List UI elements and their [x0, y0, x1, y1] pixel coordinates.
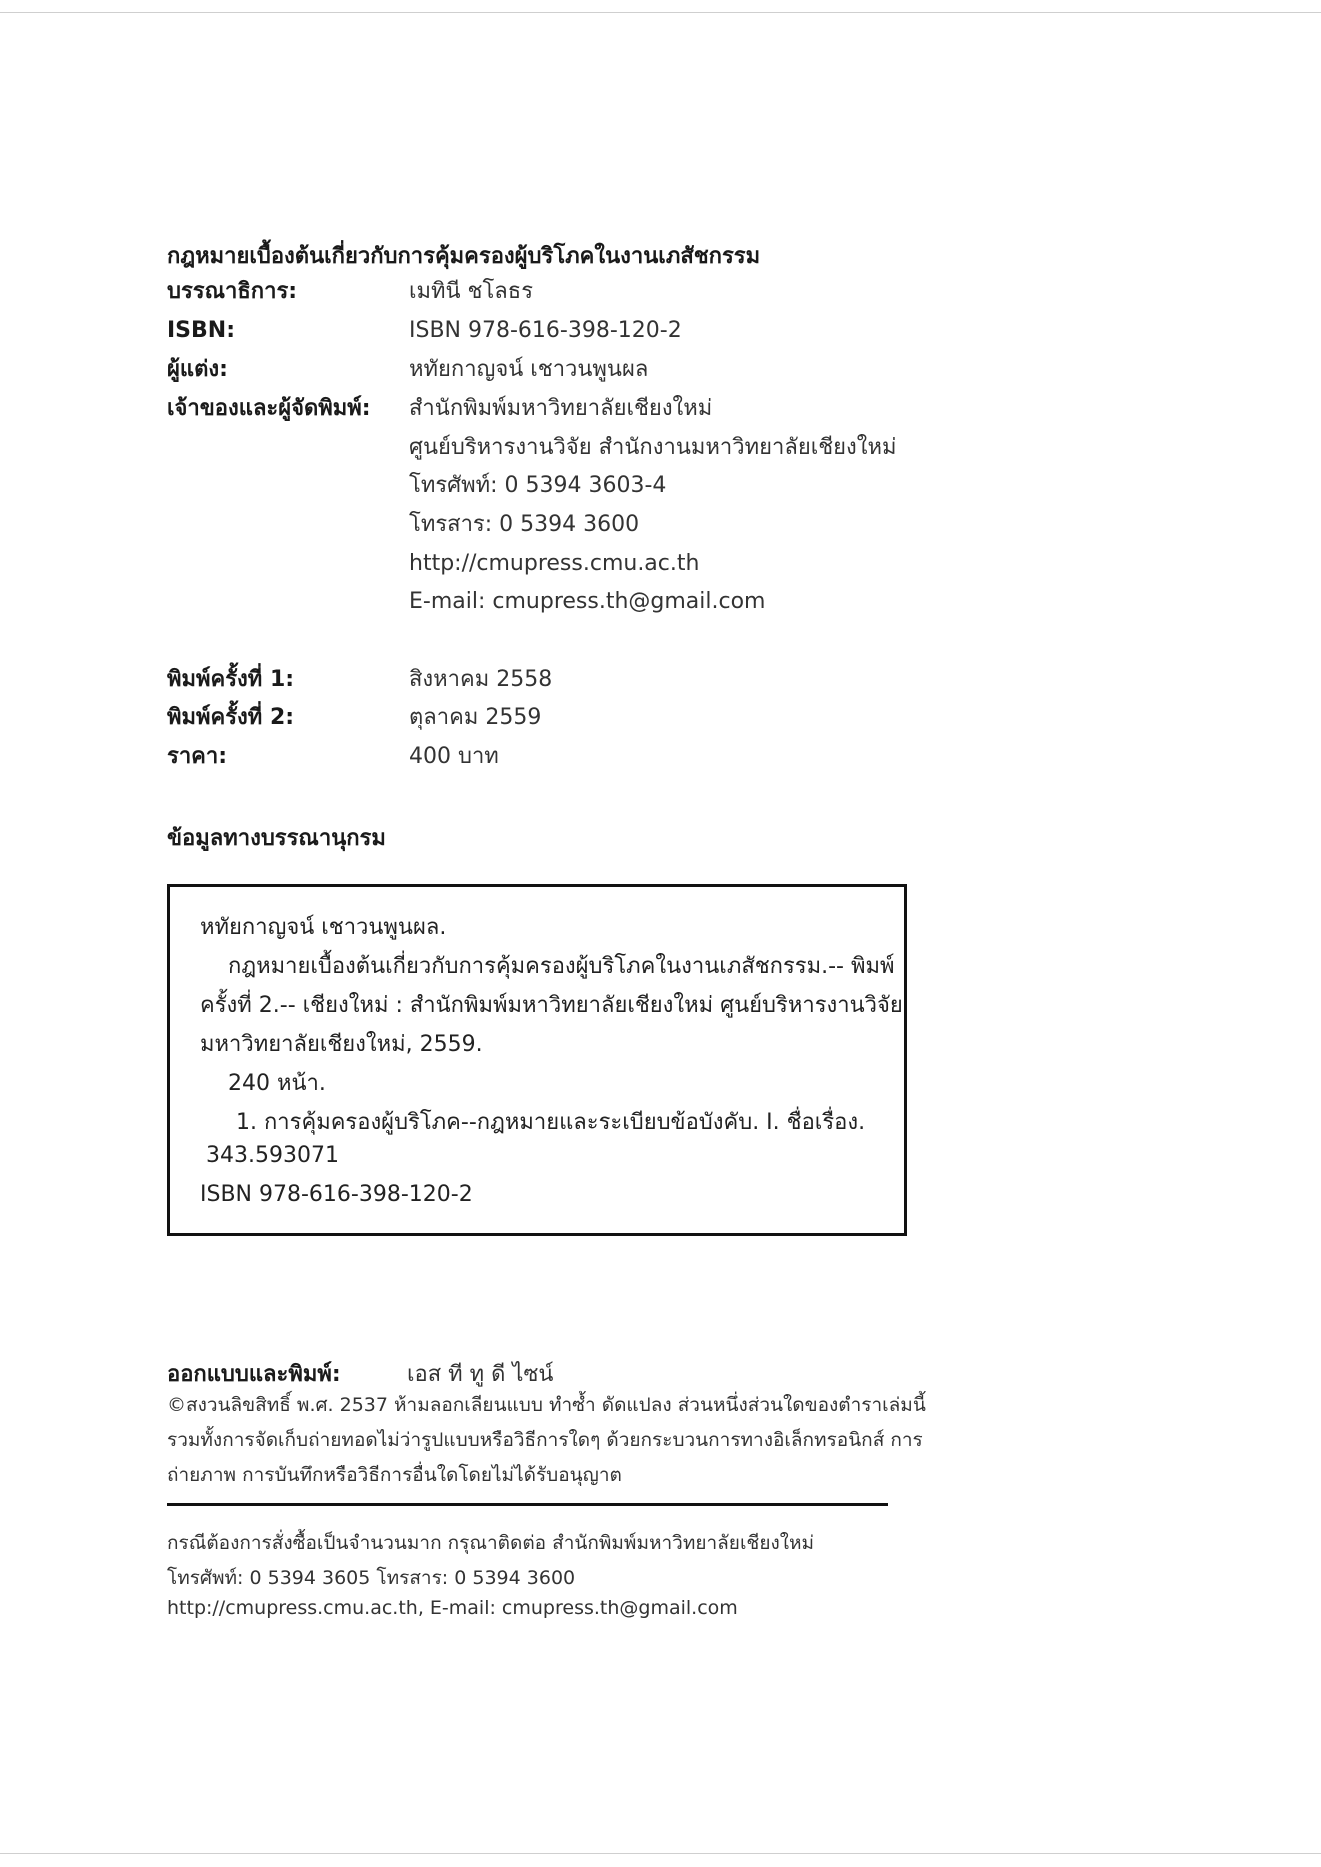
catalog-subject: 1. การคุ้มครองผู้บริโภค--กฎหมายและระเบียบข้อบังคับ. I. ชื่อเรื่อง.: [236, 1110, 866, 1135]
print-edition-2-label: พิมพ์ครั้งที่ 2:: [167, 705, 295, 730]
print-edition-1-value: สิงหาคม 2558: [409, 667, 553, 692]
isbn-value: ISBN 978-616-398-120-2: [409, 318, 682, 343]
publisher-website: http://cmupress.cmu.ac.th: [409, 551, 700, 576]
publisher-label: เจ้าของและผู้จัดพิมพ์:: [167, 396, 371, 421]
contact-phone-line: โทรศัพท์: 0 5394 3605 โทรสาร: 0 5394 3600: [167, 1567, 576, 1589]
catalog-edition-line: ครั้งที่ 2.-- เชียงใหม่ : สำนักพิมพ์มหาวิทยาลัยเชียงใหม่ ศูนย์บริหารงานวิจัย: [200, 993, 903, 1018]
page-top-rule: [0, 12, 1321, 13]
design-value: เอส ที ทู ดี ไซน์: [407, 1362, 554, 1387]
copyright-line: ©สงวนลิขสิทธิ์ พ.ศ. 2537 ห้ามลอกเลียนแบบ ทำซ้ำ ดัดแปลง ส่วนหนึ่งส่วนใดของตำราเล่มนี้: [167, 1394, 926, 1416]
contact-line: กรณีต้องการสั่งซื้อเป็นจำนวนมาก กรุณาติดต่อ สำนักพิมพ์มหาวิทยาลัยเชียงใหม่: [167, 1532, 815, 1554]
catalog-title-line: กฎหมายเบื้องต้นเกี่ยวกับการคุ้มครองผู้บริโภคในงานเภสัชกรรม.-- พิมพ์: [228, 954, 895, 979]
design-label: ออกแบบและพิมพ์:: [167, 1362, 341, 1387]
catalog-imprint-line: มหาวิทยาลัยเชียงใหม่, 2559.: [200, 1032, 483, 1057]
book-title: กฎหมายเบื้องต้นเกี่ยวกับการคุ้มครองผู้บริโภคในงานเภสัชกรรม: [167, 244, 761, 269]
catalog-pages: 240 หน้า.: [228, 1071, 326, 1096]
editor-label: บรรณาธิการ:: [167, 279, 298, 304]
author-label: ผู้แต่ง:: [167, 357, 228, 382]
catalog-isbn: ISBN 978-616-398-120-2: [200, 1182, 473, 1207]
author-value: หทัยกาญจน์ เชาวนพูนผล: [409, 357, 649, 382]
publisher-fax: โทรสาร: 0 5394 3600: [409, 512, 640, 537]
catalog-box: [167, 884, 907, 1236]
catalog-heading: ข้อมูลทางบรรณานุกรม: [167, 826, 386, 851]
publisher-phone: โทรศัพท์: 0 5394 3603-4: [409, 473, 667, 498]
price-value: 400 บาท: [409, 744, 499, 769]
page-bottom-rule: [0, 1853, 1321, 1854]
catalog-author: หทัยกาญจน์ เชาวนพูนผล.: [200, 915, 447, 940]
print-edition-2-value: ตุลาคม 2559: [409, 705, 542, 730]
copyright-line: ถ่ายภาพ การบันทึกหรือวิธีการอื่นใดโดยไม่ได้รับอนุญาต: [167, 1464, 622, 1486]
price-label: ราคา:: [167, 744, 228, 769]
design-row: [167, 1356, 554, 1391]
contact-web-line: http://cmupress.cmu.ac.th, E-mail: cmupress.th@gmail.com: [167, 1597, 738, 1619]
editor-value: เมทินี ชโลธร: [409, 279, 534, 304]
publisher-email: E-mail: cmupress.th@gmail.com: [409, 589, 766, 614]
copyright-line: รวมทั้งการจัดเก็บถ่ายทอดไม่ว่ารูปแบบหรือวิธีการใดๆ ด้วยกระบวนการทางอิเล็กทรอนิกส์ การ: [167, 1429, 923, 1451]
catalog-call-number: 343.593071: [206, 1143, 339, 1168]
isbn-label: ISBN:: [167, 318, 236, 343]
print-edition-1-label: พิมพ์ครั้งที่ 1:: [167, 667, 295, 692]
publisher-research-center: ศูนย์บริหารงานวิจัย สำนักงานมหาวิทยาลัยเชียงใหม่: [409, 435, 897, 460]
publisher-value: สำนักพิมพ์มหาวิทยาลัยเชียงใหม่: [409, 396, 713, 421]
section-divider: [167, 1503, 888, 1506]
